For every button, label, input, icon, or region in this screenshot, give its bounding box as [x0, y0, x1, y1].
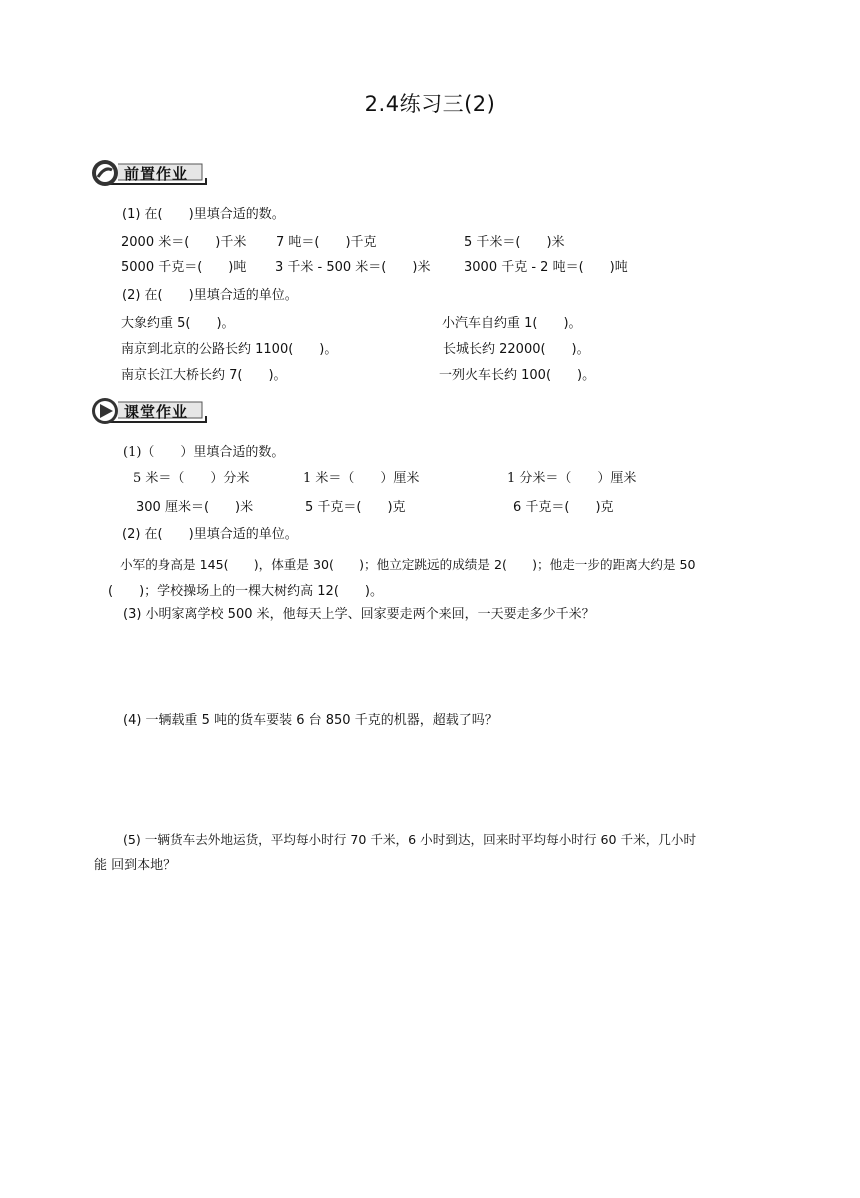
class-q1-row1-b: 1 米＝（ ）厘米 — [303, 471, 420, 486]
class-q5-line1: (5) 一辆货车去外地运货，平均每小时行 70 千米，6 小时到达，回来时平均每小时行 60 千米，几小时 — [123, 832, 697, 847]
class-q1-row2-c: 6 千克＝( )克 — [513, 500, 614, 515]
class-q3: (3) 小明家离学校 500 米，他每天上学、回家要走两个来回，一天要走多少千米？ — [123, 607, 595, 622]
class-q4: (4) 一辆载重 5 吨的货车要装 6 台 850 千克的机器，超载了吗？ — [123, 713, 498, 728]
section-header-class — [90, 396, 210, 426]
class-q1-row2-b: 5 千克＝( )克 — [305, 500, 406, 515]
section-header-pre — [90, 158, 210, 188]
pre-q1-row1-c: 5 千米＝( )米 — [464, 235, 565, 250]
pre-q1-row2-a: 5000 千克＝( )吨 — [121, 260, 247, 275]
pre-q2-item-4: 长城长约 22000( )。 — [443, 342, 590, 357]
pre-q1-row1-a: 2000 米＝( )千米 — [121, 235, 247, 250]
section-label: 前置作业 — [124, 165, 189, 183]
page-title: 2.4练习三(2) — [364, 92, 496, 116]
pre-q1-row2-b: 3 千米 - 500 米＝( )米 — [275, 260, 431, 275]
pre-q1-row2-c: 3000 千克 - 2 吨＝( )吨 — [464, 260, 628, 275]
class-q2-line1: 小军的身高是 145( )，体重是 30( )；他立定跳远的成绩是 2( )；他走一步的距离大约是 50 — [120, 557, 696, 572]
pre-q2-item-3: 南京到北京的公路长约 1100( )。 — [121, 342, 338, 357]
pre-q2-item-6: 一列火车长约 100( )。 — [439, 368, 596, 383]
class-q1-title: (1)（ ）里填合适的数。 — [123, 445, 285, 460]
pre-q2-item-5: 南京长江大桥长约 7( )。 — [121, 368, 287, 383]
class-q2-title: (2) 在( )里填合适的单位。 — [122, 527, 298, 542]
pre-q1-title: (1) 在( )里填合适的数。 — [122, 207, 285, 222]
pre-q2-item-1: 大象约重 5( )。 — [121, 316, 235, 331]
class-q1-row2-a: 300 厘米＝( )米 — [136, 500, 254, 515]
class-q5-line2: 能 回到本地？ — [94, 858, 177, 873]
pre-q1-row1-b: 7 吨＝( )千克 — [276, 235, 377, 250]
class-q1-row1-c: 1 分米＝（ ）厘米 — [507, 471, 637, 486]
pre-q2-item-2: 小汽车自约重 1( )。 — [442, 316, 582, 331]
class-q2-line2: ( )；学校操场上的一棵大树约高 12( )。 — [108, 584, 383, 599]
pre-q2-title: (2) 在( )里填合适的单位。 — [122, 288, 298, 303]
section-label: 课堂作业 — [124, 403, 189, 421]
class-q1-row1-a: 5 米＝（ ）分米 — [133, 471, 250, 486]
